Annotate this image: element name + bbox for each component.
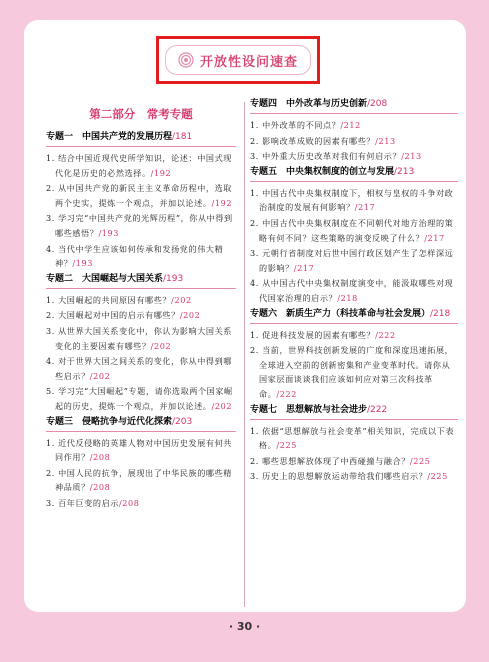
question-item [250, 246, 458, 275]
question-page: /217 [424, 232, 445, 243]
question-text: 3. 学习完“中国共产党的光辉历程”，你从中得到哪些感悟？ [46, 213, 233, 238]
chapter-heading [46, 273, 236, 289]
question-text: 3. 从世界大国关系变化中，你认为影响大国关系变化的主要因素有哪些？ [46, 325, 232, 351]
question-text: 2. 中国人民的抗争，展现出了中华民族的哪些精神品质？ [46, 467, 232, 493]
spiral-icon [178, 52, 194, 68]
question-page: /202 [89, 370, 111, 381]
question-page: /192 [211, 197, 233, 208]
chapter-title: 专题一 中国共产党的发展历程 [46, 132, 173, 142]
chapter-heading [250, 98, 458, 114]
question-item [46, 242, 236, 271]
chapter-page: /218 [430, 308, 451, 319]
page-title: 开放性设问速查 [199, 54, 298, 70]
chapter-page: /208 [367, 99, 388, 109]
question-item [46, 293, 236, 308]
chapter-heading [46, 416, 236, 432]
chapter-title: 专题三 侵略抗争与近代化探索 [46, 416, 173, 427]
question-text: 1. 中外改革的不同点？ [250, 120, 341, 130]
chapter-heading [250, 166, 458, 182]
question-page: /212 [340, 120, 361, 130]
page-number: · 30 · [228, 620, 261, 633]
question-page: /208 [118, 497, 140, 508]
question-page: /202 [171, 294, 192, 305]
chapter-title: 专题六 新质生产力（科技革命与社会发展） [250, 308, 431, 319]
question-text: 5. 学习完“大国崛起”专题，请你选取两个国家崛起的历史，提炼一个观点，并加以论述。 [46, 386, 233, 411]
question-text: 2. 从中国共产党的新民主主义革命历程中，选取两个史实，提炼一个观点，并加以论述。 [46, 183, 232, 208]
question-page: /225 [276, 440, 297, 451]
question-text: 4. 从中国古代中央集权制度演变中，能汲取哪些对现代国家治理的启示？ [250, 278, 454, 303]
question-item [46, 211, 236, 240]
question-page: /217 [354, 202, 376, 213]
question-item [250, 276, 458, 305]
chapter-title: 专题七 思想解放与社会进步 [250, 404, 368, 415]
question-item [46, 151, 236, 180]
question-item [250, 186, 458, 215]
question-text: 3. 百年巨变的启示 [46, 497, 119, 508]
question-text: 2. 哪些思想解放体现了中西碰撞与融合？ [250, 455, 410, 466]
question-text: 3. 元朝行省制度对后世中国行政区划产生了怎样深远的影响？ [250, 248, 454, 273]
question-text: 4. 当代中学生应该如何传承和发扬党的伟大精神？ [46, 243, 224, 269]
chapter-title: 专题四 中外改革与历史创新 [250, 99, 368, 109]
question-item [250, 118, 458, 133]
question-item [250, 216, 458, 245]
question-item [46, 496, 236, 511]
column-divider [244, 102, 245, 607]
chapter-page: /193 [163, 273, 184, 284]
question-page: /225 [409, 455, 431, 466]
chapter-page: /222 [367, 404, 388, 415]
question-text: 1. 促进科技发展的因素有哪些？ [250, 329, 376, 340]
question-item [250, 328, 458, 343]
chapter-page: /213 [394, 166, 415, 177]
question-page: /208 [89, 482, 111, 493]
question-text: 1. 结合中国近现代史所学知识，论述：中国式现代化是历史的必然选择。 [46, 153, 232, 178]
question-item [46, 466, 236, 495]
question-text: 1. 大国崛起的共同原因有哪些？ [46, 294, 172, 305]
question-text: 1. 近代反侵略的英雄人物对中国历史发展有何共同作用？ [46, 437, 232, 463]
question-item [46, 384, 236, 413]
question-item [46, 436, 236, 465]
right-column [250, 96, 458, 485]
left-column [46, 96, 236, 511]
question-item [46, 181, 236, 210]
chapter-heading [46, 131, 236, 147]
question-page: /222 [276, 388, 297, 399]
chapter-page: /203 [172, 416, 193, 427]
question-text: 1. 依据“思想解放与社会变革”相关知识，完成以下表格。 [250, 425, 455, 451]
question-item [250, 469, 458, 484]
question-page: /193 [98, 227, 120, 238]
question-text: 4. 对于世界大国之间关系的变化，你从中得到哪些启示？ [46, 356, 232, 381]
question-text: 3. 中外重大历史改革对我们有何启示？ [250, 151, 402, 162]
question-page: /222 [375, 329, 396, 340]
question-item [46, 324, 236, 353]
question-text: 2. 大国崛起对中国的启示有哪些？ [46, 310, 180, 321]
part-title: 第二部分 常考专题 [89, 107, 193, 121]
chapter-page: /181 [172, 132, 193, 142]
question-page: /225 [427, 471, 448, 482]
question-page: /218 [337, 292, 358, 303]
title-badge [165, 45, 311, 75]
question-item [250, 424, 458, 453]
title-frame [156, 36, 320, 84]
question-page: /213 [375, 135, 396, 146]
question-item [250, 134, 458, 149]
chapter-heading [250, 308, 458, 324]
question-page: /202 [211, 400, 233, 411]
chapter-heading [250, 404, 458, 420]
question-text: 2. 中国古代中央集权制度在不同朝代对地方治理的策略有何不同？这些策略的演变反映了什么？ [250, 217, 454, 243]
question-page: /208 [89, 452, 111, 463]
question-page: /202 [150, 340, 172, 351]
question-page: /217 [293, 262, 315, 273]
question-item [250, 454, 458, 469]
question-text: 2. 当前，世界科技创新发展的广度和深度迅速拓展，全球进入空前的创新密集和产业变革时代。请你从国家层面谈谈我们应该如何应对第三次科技革命。 [250, 345, 454, 399]
question-item [250, 149, 458, 164]
question-text: 3. 历史上的思想解放运动带给我们哪些启示？ [250, 471, 428, 482]
chapter-title: 专题二 大国崛起与大国关系 [46, 273, 164, 284]
question-item [46, 308, 236, 323]
question-page: /202 [179, 310, 201, 321]
question-page: /213 [401, 151, 422, 162]
question-page: /193 [72, 258, 93, 269]
question-item [46, 354, 236, 383]
question-item [250, 343, 458, 401]
question-page: /192 [150, 167, 172, 178]
question-text: 2. 影响改革成败的因素有哪些？ [250, 135, 376, 146]
question-text: 1. 中国古代中央集权制度下，相权与皇权的斗争对政治制度的发展有何影响？ [250, 187, 454, 213]
chapter-title: 专题五 中央集权制度的创立与发展 [250, 166, 395, 177]
